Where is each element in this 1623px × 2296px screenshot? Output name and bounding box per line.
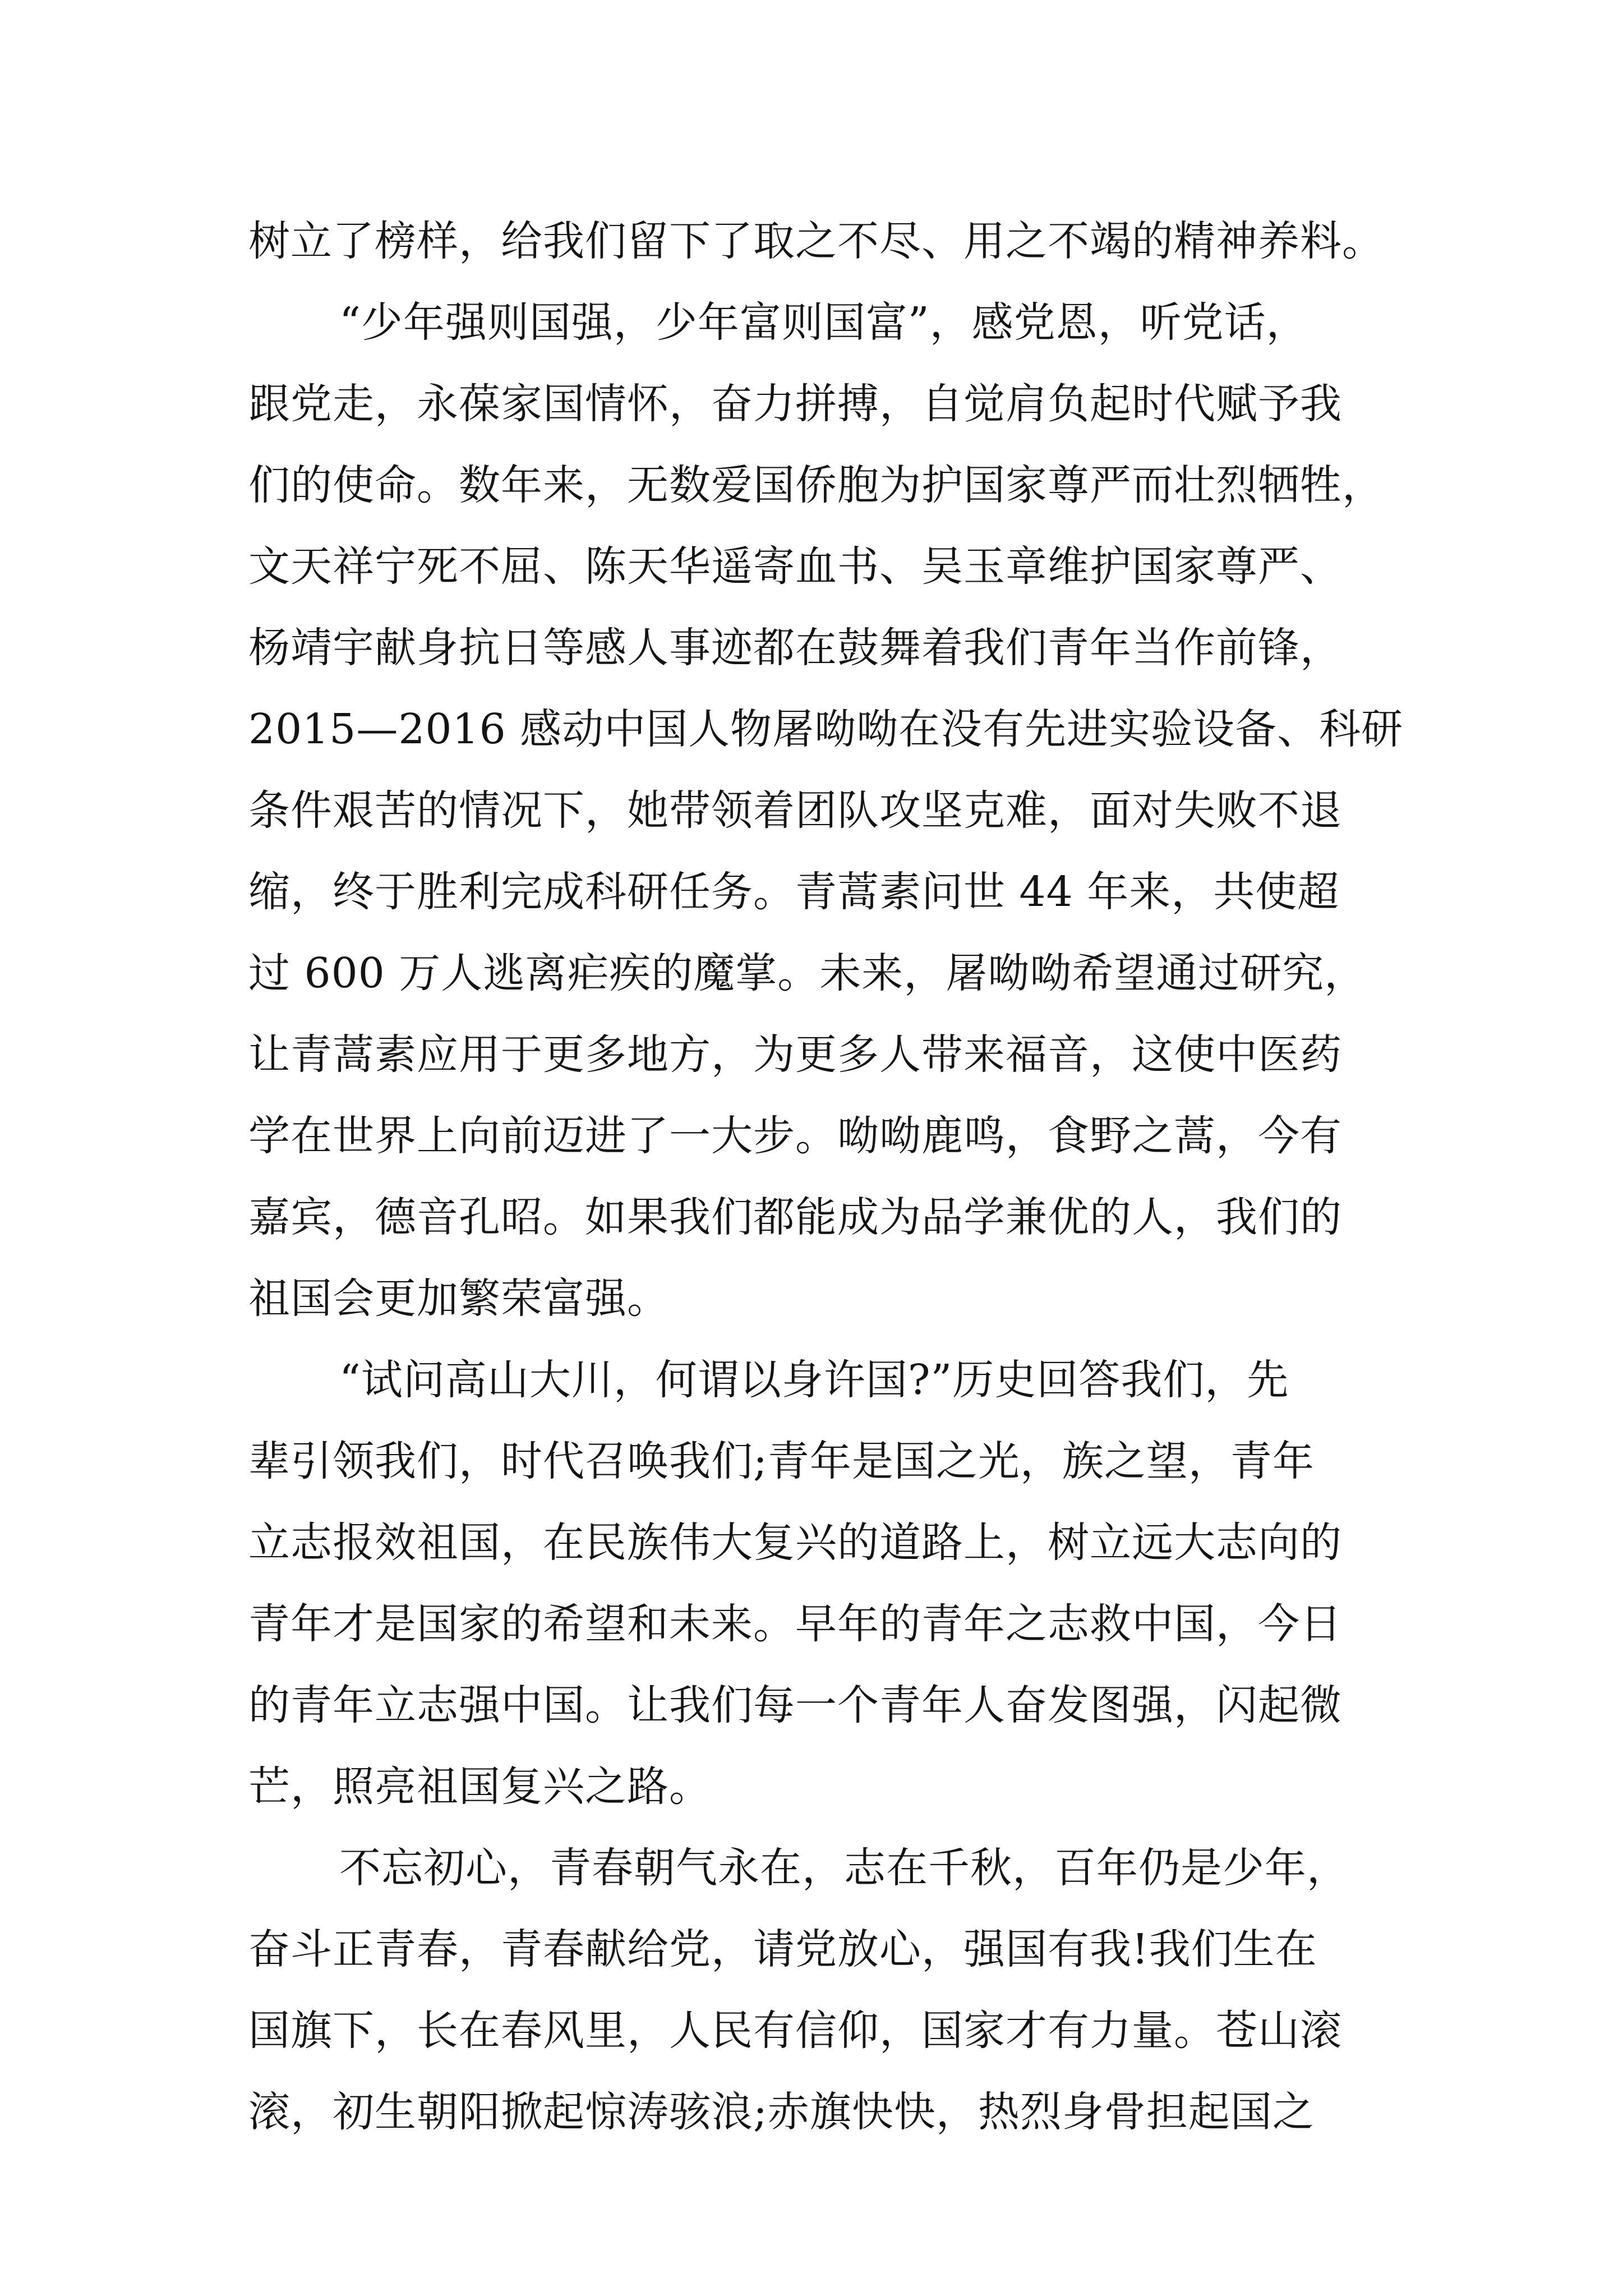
- text-line: 嘉宾，德音孔昭。如果我们都能成为品学兼优的人，我们的: [248, 1193, 1342, 1241]
- text-line: 缩，终于胜利完成科研任务。青蒿素问世 44 年来，共使超: [248, 868, 1340, 916]
- text-line: 过 600 万人逃离疟疾的魔掌。未来，屠呦呦希望通过研究，: [248, 949, 1367, 997]
- text-line: 祖国会更加繁荣富强。: [248, 1274, 669, 1323]
- text-line: 树立了榜样，给我们留下了取之不尽、用之不竭的精神养料。: [248, 217, 1384, 265]
- text-line: 的青年立志强中国。让我们每一个青年人奋发图强，闪起微: [248, 1681, 1342, 1729]
- text-line: 滚，初生朝阳掀起惊涛骇浪;赤旗快快，热烈身骨担起国之: [248, 2088, 1315, 2136]
- text-line: 文天祥宁死不屈、陈天华遥寄血书、吴玉章维护国家尊严、: [248, 542, 1342, 591]
- text-line: 们的使命。数年来，无数爱国侨胞为护国家尊严而壮烈牺牲，: [248, 461, 1384, 509]
- text-line: 杨靖宇献身抗日等感人事迹都在鼓舞着我们青年当作前锋，: [248, 624, 1342, 672]
- text-line: 奋斗正青春，青春献给党，请党放心，强国有我!我们生在: [248, 1925, 1317, 1973]
- text-line: 立志报效祖国，在民族伟大复兴的道路上，树立远大志向的: [248, 1519, 1342, 1567]
- text-line: 不忘初心，青春朝气永在，志在千秋，百年仍是少年，: [339, 1844, 1349, 1892]
- text-line: 让青蒿素应用于更多地方，为更多人带来福音，这使中医药: [248, 1030, 1342, 1079]
- text-line: 辈引领我们，时代召唤我们;青年是国之光，族之望，青年: [248, 1437, 1315, 1485]
- text-line: 条件艰苦的情况下，她带领着团队攻坚克难，面对失败不退: [248, 786, 1342, 835]
- text-line: “试问高山大川，何谓以身许国?”历史回答我们，先: [339, 1356, 1289, 1404]
- text-line: 学在世界上向前迈进了一大步。呦呦鹿鸣，食野之蒿，今有: [248, 1112, 1342, 1160]
- text-line: 芒，照亮祖国复兴之路。: [248, 1763, 711, 1811]
- text-line: 国旗下，长在春风里，人民有信仰，国家才有力量。苍山滚: [248, 2007, 1342, 2055]
- text-line: 2015—2016 感动中国人物屠呦呦在没有先进实验设备、科研: [248, 705, 1404, 753]
- text-line: 跟党走，永葆家国情怀，奋力拼搏，自觉肩负起时代赋予我: [248, 380, 1342, 428]
- text-line: “少年强则国强，少年富则国富”，感党恩，听党话，: [339, 298, 1308, 347]
- text-line: 青年才是国家的希望和未来。早年的青年之志救中国，今日: [248, 1600, 1342, 1648]
